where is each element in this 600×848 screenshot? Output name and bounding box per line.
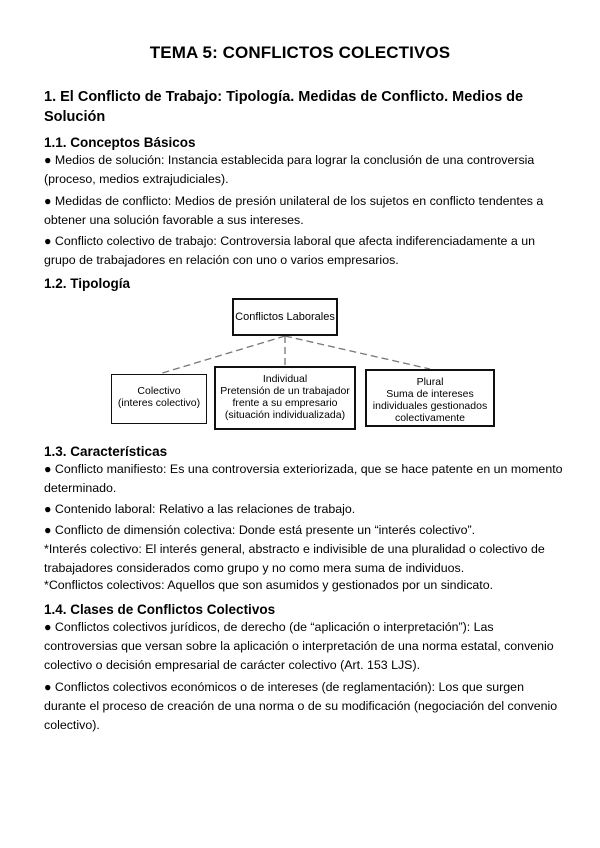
paragraph-medios-solucion: ● Medios de solución: Instancia establecida para lograr la conclusión de una controversia (proceso, medios extrajudiciales). <box>44 153 535 186</box>
tipologia-diagram <box>106 296 500 436</box>
diagram-plural-desc-3: colectivamente <box>394 412 466 424</box>
diagram-box-plural <box>365 369 495 427</box>
paragraph-conflictos-colectivos-sindicato: *Conflictos colectivos: Aquellos que son asumidos y gestionados por un sindicato. <box>44 578 494 592</box>
subsection-heading-1-3: 1.3. Características <box>44 444 168 459</box>
diagram-box-colectivo <box>111 374 207 424</box>
paragraph-conflictos-juridicos: ● Conflictos colectivos jurídicos, de derecho (de “aplicación o interpretación”): Las controversias que versan sobre la aplicación o interpretación de una norma estatal, convenio colectivo o decisión empresarial de carácter colectivo (Art. 153 LJS). <box>44 620 554 672</box>
subsection-heading-1-4: 1.4. Clases de Conflictos Colectivos <box>44 602 276 617</box>
subsection-heading-1-1: 1.1. Conceptos Básicos <box>44 135 196 150</box>
connector-right <box>285 336 430 369</box>
diagram-plural-desc-2: individuales gestionados <box>372 400 488 412</box>
paragraph-conflictos-economicos: ● Conflictos colectivos económicos o de intereses (de reglamentación): Los que surgen durante el proceso de creación de una norma o de su modificación (negociación del convenio colectivo). <box>44 680 558 732</box>
diagram-root-label: Conflictos Laborales <box>235 311 335 323</box>
paragraph-contenido-laboral: ● Contenido laboral: Relativo a las relaciones de trabajo. <box>44 502 356 516</box>
diagram-box-root <box>232 298 338 336</box>
subsection-heading-1-2: 1.2. Tipología <box>44 276 131 291</box>
paragraph-dimension-colectiva: ● Conflicto de dimensión colectiva: Donde está presente un “interés colectivo”. <box>44 523 476 537</box>
paragraph-medidas-conflicto: ● Medidas de conflicto: Medios de presión unilateral de los sujetos en conflicto tendentes a obtener una solución favorable a sus intereses. <box>44 194 544 227</box>
section-heading-1: 1. El Conflicto de Trabajo: Tipología. Medidas de Conflicto. Medios de Solución <box>44 89 524 125</box>
paragraph-conflicto-manifiesto: ● Conflicto manifiesto: Es una controversia exteriorizada, que se hace patente en un momento determinado. <box>44 462 563 495</box>
paragraph-interes-colectivo: *Interés colectivo: El interés general, abstracto e indivisible de una pluralidad o colectivo de trabajadores considerados como grupo y no como mera suma de individuos. <box>44 542 545 575</box>
diagram-plural-desc-1: Suma de intereses <box>386 388 474 400</box>
diagram-plural-title: Plural <box>416 376 444 388</box>
diagram-individual-desc-1: Pretensión de un trabajador <box>220 385 350 397</box>
diagram-individual-desc-3: (situación individualizada) <box>224 409 346 421</box>
diagram-colectivo-desc: (interes colectivo) <box>117 397 201 409</box>
diagram-colectivo-title: Colectivo <box>137 385 181 397</box>
paragraph-conflicto-colectivo: ● Conflicto colectivo de trabajo: Controversia laboral que afecta indiferenciadamente a un grupo de trabajadores en relación con uno o varios empresarios. <box>44 234 536 267</box>
page-title: TEMA 5: CONFLICTOS COLECTIVOS <box>149 43 451 62</box>
diagram-box-individual <box>214 366 356 430</box>
diagram-individual-title: Individual <box>262 373 308 385</box>
diagram-individual-desc-2: frente a su empresario <box>232 397 338 409</box>
